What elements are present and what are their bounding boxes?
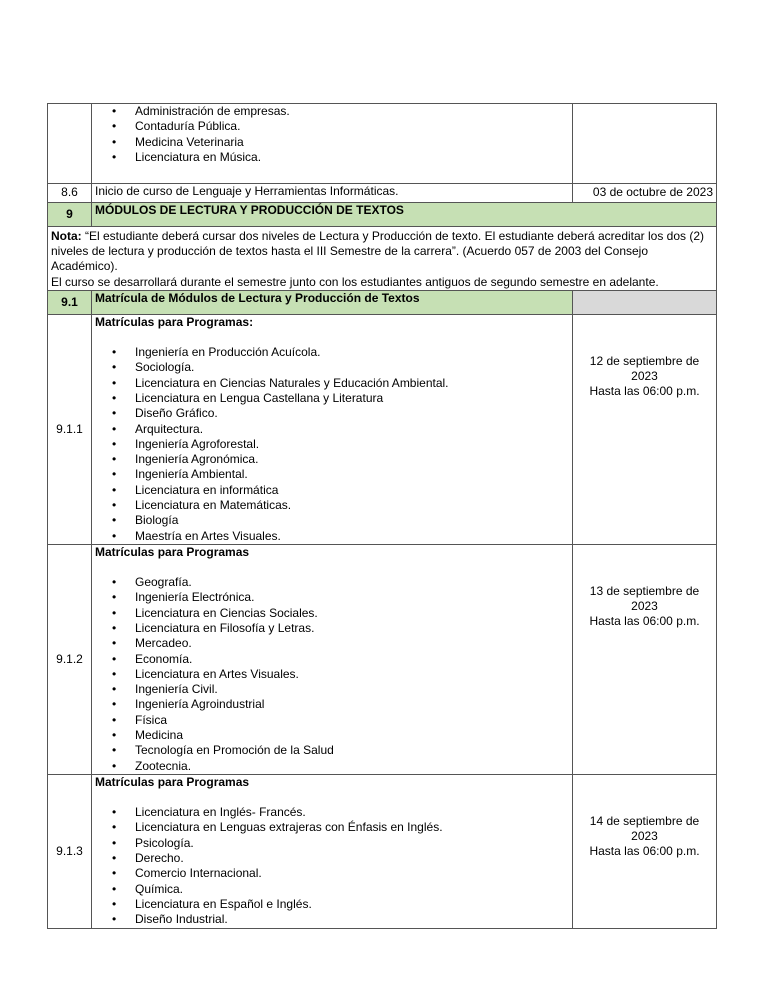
list-item: • Ingeniería Agronómica. — [135, 452, 569, 467]
program-cell — [92, 104, 573, 184]
list-item: • Derecho. — [135, 851, 569, 866]
list-item: • Psicología. — [135, 836, 569, 851]
list-item: • Biología — [135, 513, 569, 528]
list-item: • Mercadeo. — [135, 636, 569, 651]
list-item: • Licenciatura en Matemáticas. — [135, 498, 569, 513]
row-text: Inicio de curso de Lenguaje y Herramientas Informáticas. — [92, 184, 573, 203]
list-item: • Ingeniería Ambiental. — [135, 467, 569, 482]
program-cell — [92, 544, 573, 774]
section-title: MÓDULOS DE LECTURA Y PRODUCCIÓN DE TEXTOS — [92, 203, 717, 227]
list-item: • Tecnología en Promoción de la Salud — [135, 743, 569, 758]
list-item: • Diseño Gráfico. — [135, 406, 569, 421]
note-cell — [48, 227, 717, 291]
program-list — [95, 575, 569, 774]
section-number: 9 — [48, 203, 92, 227]
list-item: • Administración de empresas. — [135, 104, 569, 119]
list-item: • Ingeniería en Producción Acuícola. — [135, 345, 569, 360]
row-number: 8.6 — [48, 184, 92, 203]
programs-heading: Matrículas para Programas: — [95, 314, 254, 329]
program-list — [95, 345, 569, 544]
note-row — [48, 227, 717, 291]
enrollment-date: 13 de septiembre de 2023 — [589, 583, 700, 614]
list-item: • Comercio Internacional. — [135, 866, 569, 881]
list-item: • Licenciatura en Ciencias Sociales. — [135, 606, 569, 621]
programs-heading: Matrículas para Programas — [95, 774, 250, 789]
program-cell — [92, 774, 573, 928]
list-item: • Economía. — [135, 652, 569, 667]
program-cell — [92, 314, 573, 544]
date-cell — [573, 774, 717, 928]
list-item: • Licenciatura en Inglés- Francés. — [135, 805, 569, 820]
enrollment-time: Hasta las 06:00 p.m. — [589, 844, 700, 859]
list-item: • Maestría en Artes Visuales. — [135, 529, 569, 544]
note-label: Nota: — [51, 229, 82, 243]
list-item: • Licenciatura en Ciencias Naturales y Educación Ambiental. — [135, 376, 569, 391]
list-item: • Ingeniería Civil. — [135, 682, 569, 697]
enrollment-date: 12 de septiembre de 2023 — [589, 353, 700, 384]
enrollment-time: Hasta las 06:00 p.m. — [589, 614, 700, 629]
subsection-title: Matrícula de Módulos de Lectura y Producción de Textos — [92, 290, 573, 314]
row-number: 9.1.3 — [48, 774, 92, 928]
list-item: • Licenciatura en informática — [135, 483, 569, 498]
table-row — [48, 774, 717, 928]
enrollment-time: Hasta las 06:00 p.m. — [589, 384, 700, 399]
list-item: • Licenciatura en Filosofía y Letras. — [135, 621, 569, 636]
list-item: • Sociología. — [135, 360, 569, 375]
section-header — [48, 203, 717, 227]
list-item: • Contaduría Pública. — [135, 119, 569, 134]
list-item: • Zootecnia. — [135, 759, 569, 774]
date-cell — [573, 314, 717, 544]
list-item: • Licenciatura en Lenguas extrajeras con Énfasis en Inglés. — [135, 820, 569, 835]
calendar-table — [47, 103, 717, 929]
subsection-shade — [573, 290, 717, 314]
note-text: “El estudiante deberá cursar dos niveles de Lectura y Producción de texto. El estudiante deberá acreditar los dos (2) niveles de lectura y producción de textos hasta el III Semestre de la carrera”. (Acuerdo 057 de 2003 del Consejo Académico). — [51, 229, 705, 274]
subsection-header — [48, 290, 717, 314]
list-item: • Geografía. — [135, 575, 569, 590]
subsection-number: 9.1 — [48, 290, 92, 314]
note-text-2: El curso se desarrollará durante el semestre junto con los estudiantes antiguos de segundo semestre en adelante. — [51, 274, 659, 289]
list-item: • Licenciatura en Español e Inglés. — [135, 897, 569, 912]
list-item: • Química. — [135, 882, 569, 897]
table-row — [48, 104, 717, 184]
list-item: • Licenciatura en Música. — [135, 150, 569, 165]
program-list — [95, 805, 569, 927]
list-item: • Ingeniería Agroindustrial — [135, 697, 569, 712]
list-item: • Ingeniería Electrónica. — [135, 590, 569, 605]
list-item: • Licenciatura en Lengua Castellana y Literatura — [135, 391, 569, 406]
list-item: • Arquitectura. — [135, 422, 569, 437]
row-date: 03 de octubre de 2023 — [573, 184, 717, 203]
list-item: • Licenciatura en Artes Visuales. — [135, 667, 569, 682]
row-number: 9.1.2 — [48, 544, 92, 774]
program-list — [95, 104, 569, 165]
table-row — [48, 314, 717, 544]
table-row — [48, 184, 717, 203]
date-cell — [573, 104, 717, 184]
schedule-page — [47, 103, 716, 929]
list-item: • Diseño Industrial. — [135, 912, 569, 927]
row-number: 9.1.1 — [48, 314, 92, 544]
programs-heading: Matrículas para Programas — [95, 544, 250, 559]
date-cell — [573, 544, 717, 774]
list-item: • Ingeniería Agroforestal. — [135, 437, 569, 452]
list-item: • Física — [135, 713, 569, 728]
table-row — [48, 544, 717, 774]
enrollment-date: 14 de septiembre de 2023 — [589, 813, 700, 844]
list-item: • Medicina Veterinaria — [135, 135, 569, 150]
number-cell — [48, 104, 92, 184]
list-item: • Medicina — [135, 728, 569, 743]
